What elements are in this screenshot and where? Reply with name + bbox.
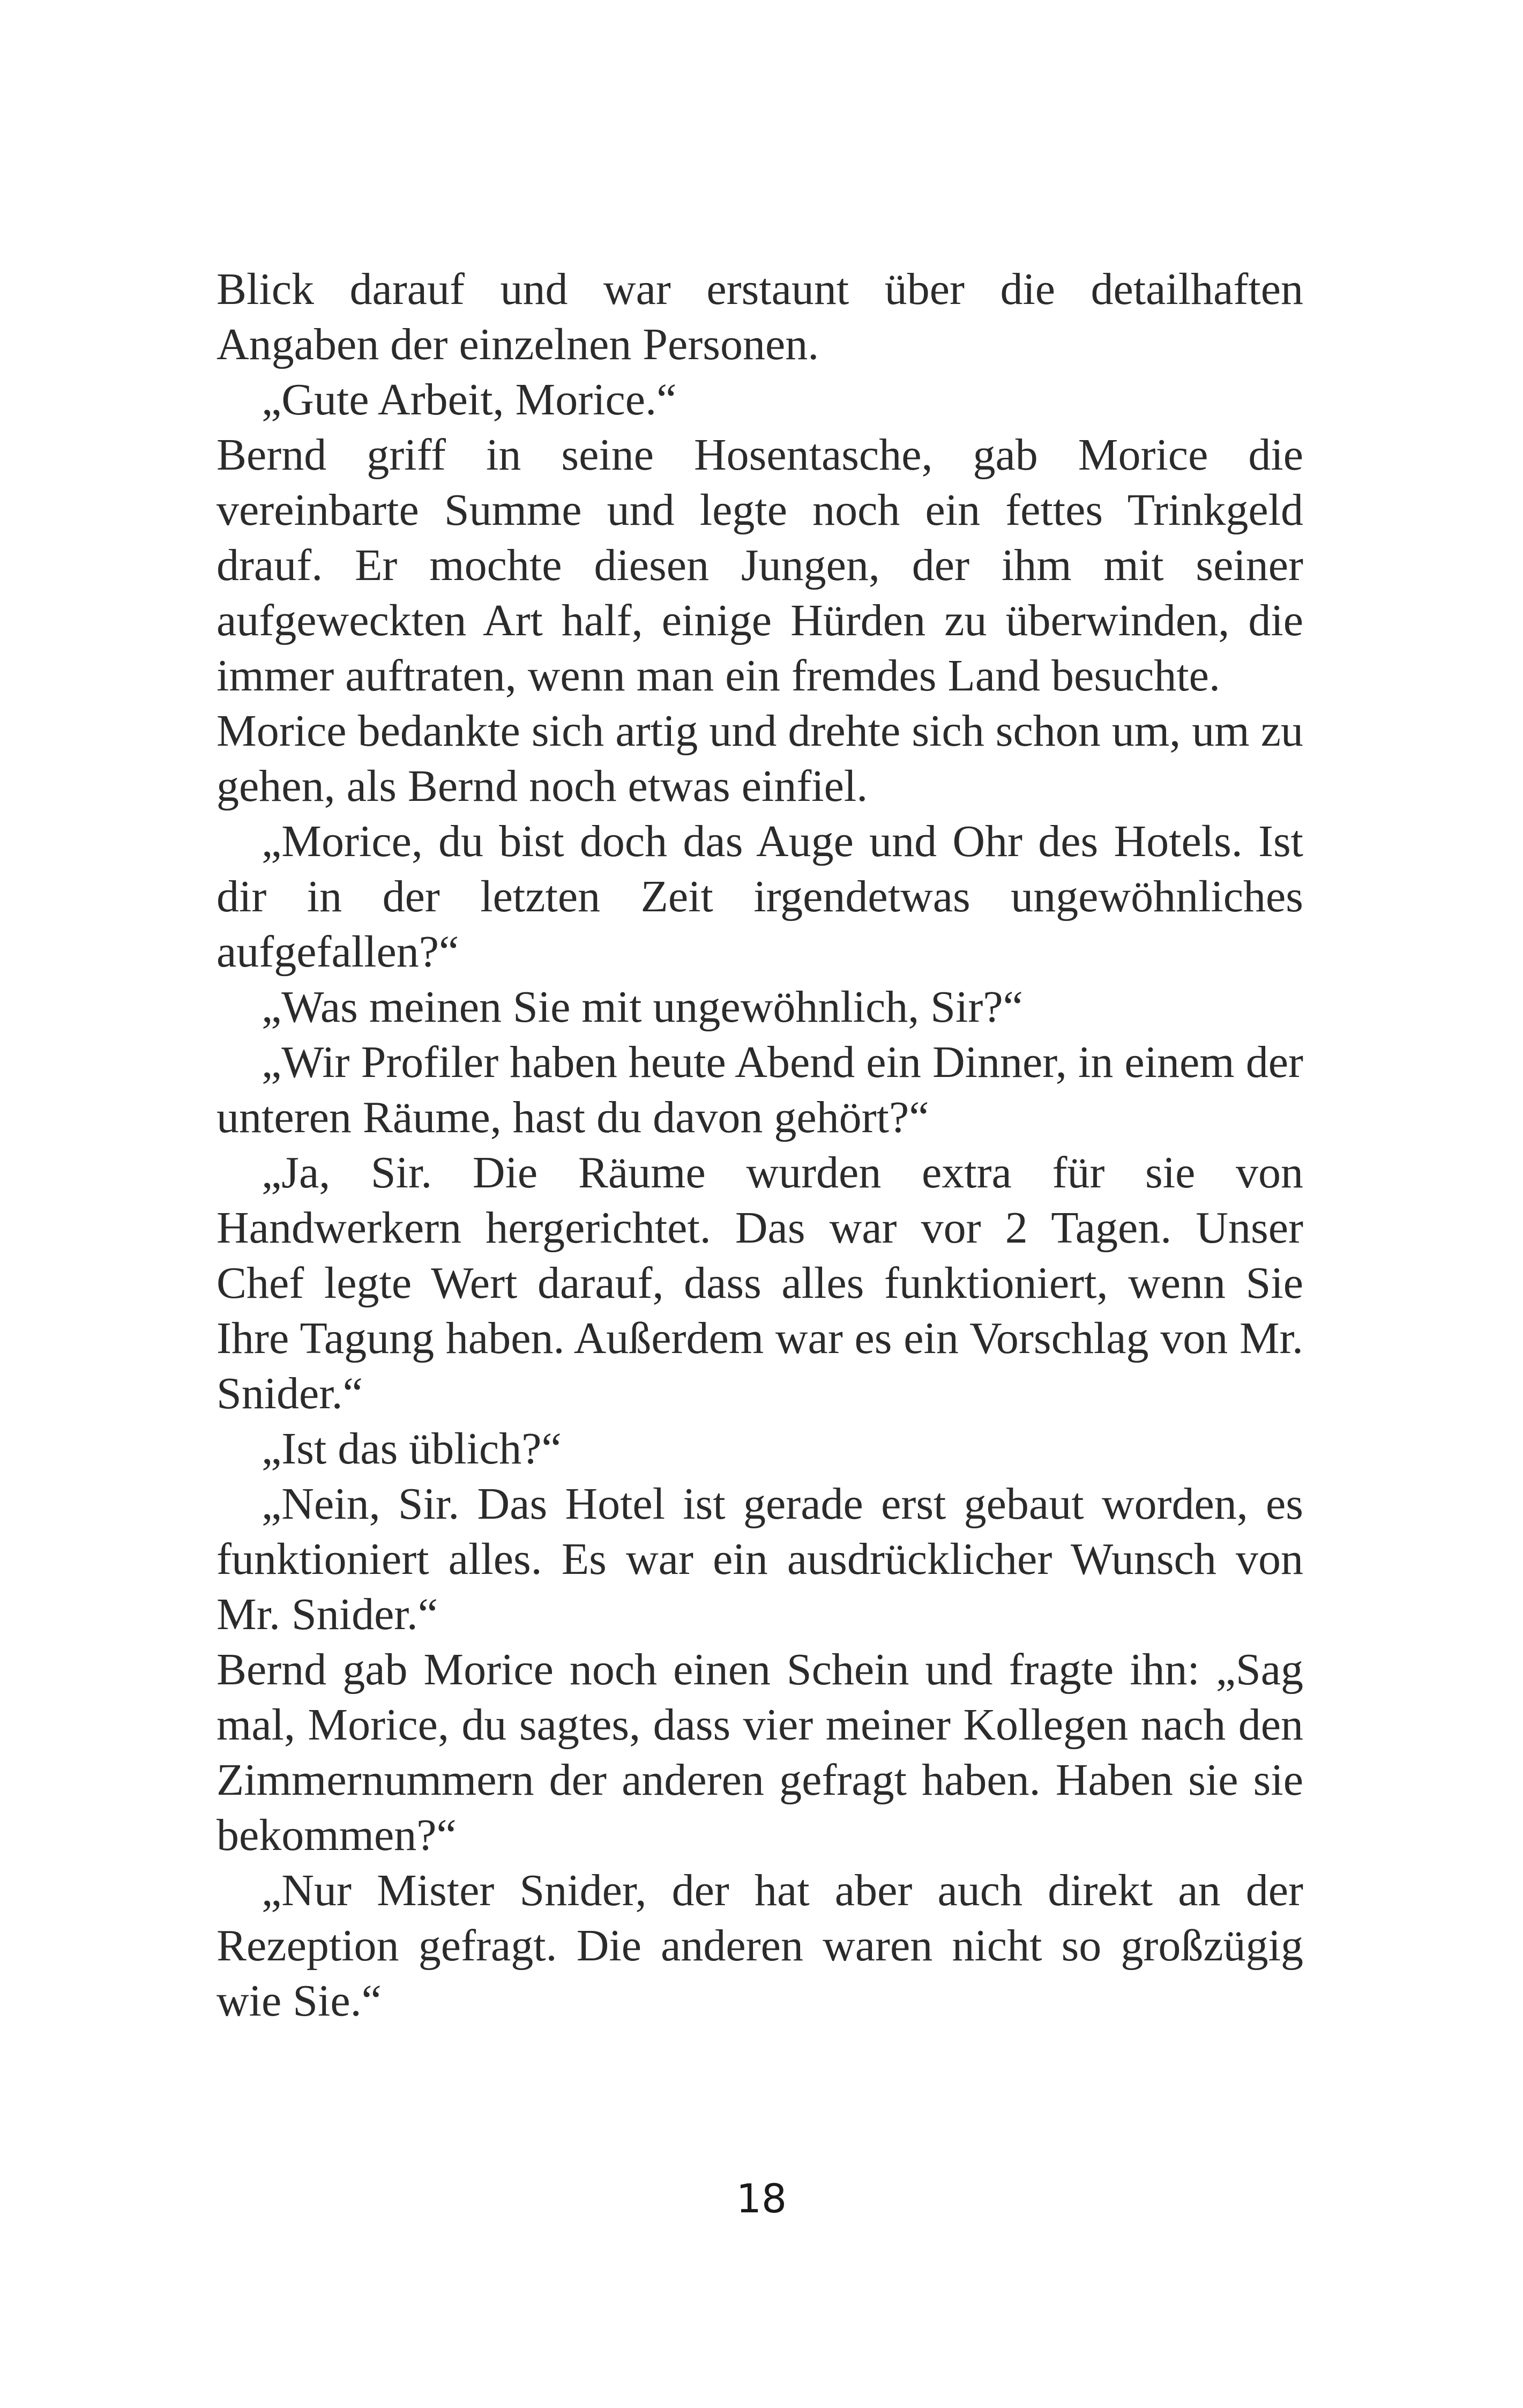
paragraph: „Nur Mister Snider, der hat aber auch direkt an der Rezeption gefragt. Die anderen waren nicht so großzügig wie Sie.“ xyxy=(216,1866,1303,2026)
paragraph: Bernd gab Morice noch einen Schein und fragte ihn: „Sag mal, Morice, du sagtes, dass vier meiner Kollegen nach den Zimmernummern der anderen gefragt haben. Haben sie sie bekommen?“ xyxy=(216,1645,1303,1860)
page-number: 18 xyxy=(736,2176,787,2222)
paragraph: Morice bedankte sich artig und drehte sich schon um, um zu gehen, als Bernd noch etwas einfiel. xyxy=(216,706,1303,811)
paragraph: „Was meinen Sie mit ungewöhnlich, Sir?“ xyxy=(262,982,1023,1032)
paragraph: „Ja, Sir. Die Räume wurden extra für sie von Handwerkern hergerichtet. Das war vor 2 Tagen. Unser Chef legte Wert darauf, dass alles funktioniert, wenn Sie Ihre Tagung haben. Außerdem war es ein Vorschlag von Mr. Snider.“ xyxy=(216,1148,1303,1418)
paragraph: „Gute Arbeit, Morice.“ xyxy=(262,375,677,425)
paragraph: Bernd griff in seine Hosentasche, gab Morice die vereinbarte Summe und legte noch ein fettes Trinkgeld drauf. Er mochte diesen Jungen, der ihm mit seiner aufgeweckten Art half, einige Hürden zu überwinden, die immer auftraten, wenn man ein fremdes Land besuchte. xyxy=(216,430,1303,701)
paragraph: „Nein, Sir. Das Hotel ist gerade erst gebaut worden, es funktioniert alles. Es war ein ausdrücklicher Wunsch von Mr. Snider.“ xyxy=(216,1479,1303,1639)
paragraph: Blick darauf und war erstaunt über die detailhaften Angaben der einzelnen Personen. xyxy=(216,264,1303,369)
paragraph: „Ist das üblich?“ xyxy=(262,1424,562,1474)
body-text xyxy=(216,262,1303,2028)
paragraph: „Morice, du bist doch das Auge und Ohr des Hotels. Ist dir in der letzten Zeit irgendetwas ungewöhnliches aufgefallen?“ xyxy=(216,816,1303,977)
paragraph: „Wir Profiler haben heute Abend ein Dinner, in einem der unteren Räume, hast du davon gehört?“ xyxy=(216,1037,1303,1142)
